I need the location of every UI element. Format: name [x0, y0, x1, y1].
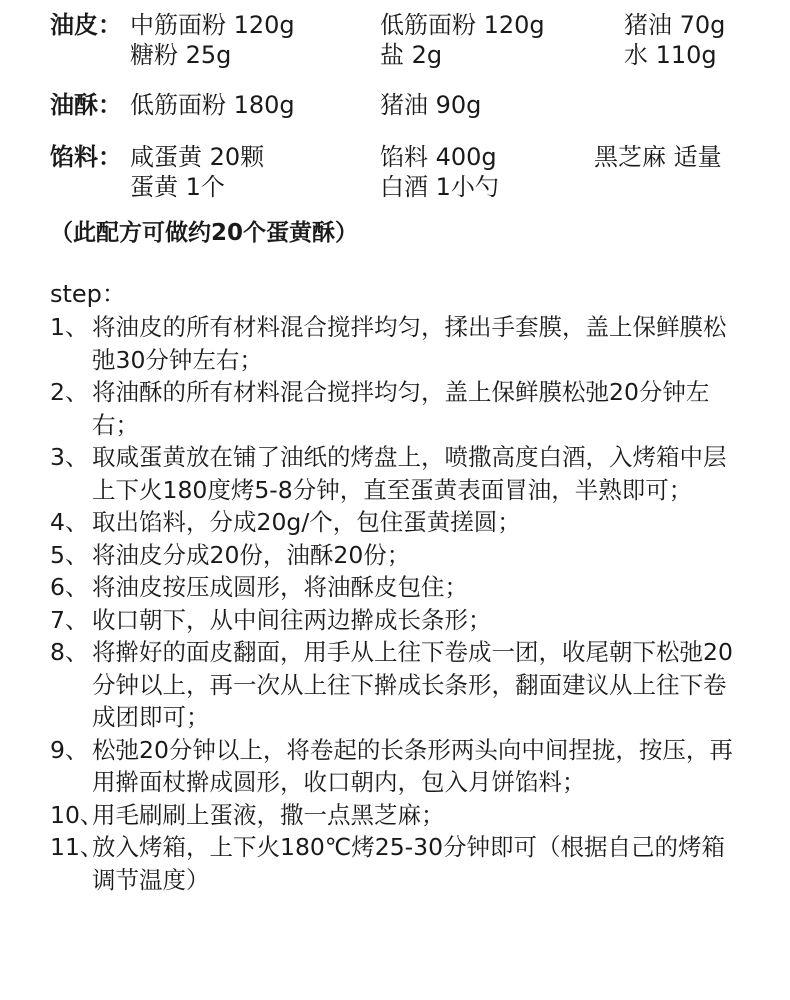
- step-number: 2、: [50, 378, 89, 406]
- step-item: [50, 604, 740, 637]
- step-item: [50, 539, 740, 572]
- step-item: [50, 571, 740, 604]
- ingredient-item: 低筋面粉 180g: [130, 91, 295, 119]
- step-item: [50, 734, 740, 799]
- ingredient-item: 中筋面粉 120g: [130, 11, 295, 39]
- ingredient-item: 馅料 400g: [380, 143, 497, 171]
- ingredient-item: 咸蛋黄 20颗: [130, 143, 265, 171]
- step-number: 9、: [50, 735, 89, 764]
- oil-dough-label: 油皮：: [50, 11, 122, 39]
- step-text: 将油酥的所有材料混合搅拌均匀，盖上保鲜膜松弛20分钟左右；: [92, 378, 710, 439]
- yield-note: （此配方可做约20个蛋黄酥）: [50, 220, 359, 246]
- step-text: 取咸蛋黄放在铺了油纸的烤盘上，喷撒高度白酒，入烤箱中层上下火180度烤5-8分钟，直至蛋黄表面冒油，半熟即可；: [92, 443, 727, 504]
- steps-list: [50, 311, 740, 896]
- step-item: [50, 831, 740, 896]
- ingredient-item: 糖粉 25g: [130, 41, 232, 69]
- step-number: 1、: [50, 313, 89, 341]
- step-item: [50, 506, 740, 539]
- step-text: 放入烤箱，上下火180℃烤25-30分钟即可（根据自己的烤箱调节温度）: [92, 833, 726, 894]
- step-number: 4、: [50, 508, 89, 536]
- step-text: 松弛20分钟以上，将卷起的长条形两头向中间捏拢，按压，再用擀面杖擀成圆形，收口朝内，包入月饼馅料；: [92, 735, 733, 796]
- step-number: 5、: [50, 540, 89, 569]
- step-item: [50, 441, 740, 506]
- step-text: 将油皮分成20份，油酥20份；: [92, 540, 411, 569]
- step-number: 7、: [50, 605, 89, 634]
- step-text: 收口朝下，从中间往两边擀成长条形；: [92, 605, 492, 634]
- step-number: 10、: [50, 800, 104, 829]
- step-number: 11、: [50, 833, 104, 861]
- oil-pastry-label: 油酥：: [50, 91, 122, 119]
- step-item: [50, 636, 740, 734]
- step-text: 将油皮按压成圆形，将油酥皮包住；: [92, 573, 468, 601]
- steps-heading: step：: [50, 280, 126, 308]
- ingredient-item: 黑芝麻 适量: [594, 143, 722, 171]
- ingredient-item: 盐 2g: [380, 41, 443, 69]
- step-item: [50, 311, 740, 376]
- step-text: 将擀好的面皮翻面，用手从上往下卷成一团，收尾朝下松弛20分钟以上，再一次从上往下擀成长条形，翻面建议从上往下卷成团即可；: [92, 638, 733, 731]
- step-text: 用毛刷刷上蛋液，撒一点黑芝麻；: [92, 800, 445, 829]
- step-item: [50, 376, 740, 441]
- step-number: 8、: [50, 638, 89, 666]
- ingredient-item: 猪油 90g: [380, 91, 482, 119]
- step-number: 3、: [50, 443, 89, 471]
- filling-label: 馅料：: [50, 143, 122, 171]
- ingredient-item: 猪油 70g: [624, 11, 726, 39]
- step-text: 将油皮的所有材料混合搅拌均匀，揉出手套膜，盖上保鲜膜松弛30分钟左右；: [92, 313, 727, 374]
- ingredient-item: 水 110g: [624, 41, 717, 69]
- step-item: [50, 799, 740, 832]
- ingredient-item: 白酒 1小勺: [380, 173, 499, 201]
- ingredient-item: 低筋面粉 120g: [380, 11, 545, 39]
- step-text: 取出馅料，分成20g/个，包住蛋黄搓圆；: [92, 508, 521, 536]
- step-number: 6、: [50, 573, 89, 601]
- ingredient-item: 蛋黄 1个: [130, 173, 225, 201]
